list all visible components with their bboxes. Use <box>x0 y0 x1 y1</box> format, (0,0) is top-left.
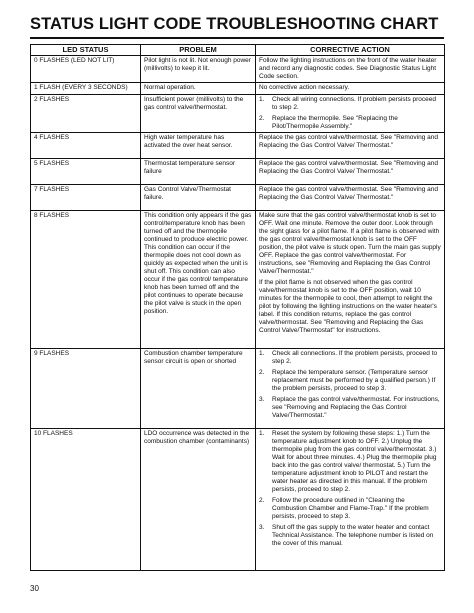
step-number: 1. <box>259 96 265 103</box>
led-status-cell: 1 FLASH (EVERY 3 SECONDS) <box>31 83 141 95</box>
action-step <box>259 350 441 366</box>
led-status-cell: 5 FLASHES <box>31 159 141 185</box>
step-number: 2. <box>259 115 265 122</box>
table-row <box>31 429 445 571</box>
step-text: Follow the procedure outlined in "Cleaning the Combustion Chamber and Flame-Trap." If the problem persists, proceed to step 3. <box>272 497 429 520</box>
header-problem: PROBLEM <box>141 45 256 56</box>
problem-cell: Insufficient power (millivolts) to the gas control valve/thermostat. <box>141 95 256 133</box>
action-step <box>259 115 441 131</box>
action-paragraph: If the pilot flame is not observed when the gas control valve/thermostat knob is set to the OFF position, wait 10 minutes for the thermopile to cool, then attempt to relight the pilot by following the lighting instructions on the water heater's label. If this condition returns, replace the gas control valve/thermostat. See "Removing and Replacing the Gas Control Valve/Thermostat" for instructions. <box>259 279 437 334</box>
table-row <box>31 95 445 133</box>
step-number: 1. <box>259 350 265 357</box>
corrective-action-cell: Replace the gas control valve/thermostat. See "Removing and Replacing the Gas Control Valve/ Thermostat." <box>256 133 445 159</box>
action-step <box>259 396 441 420</box>
header-corrective-action: CORRECTIVE ACTION <box>256 45 445 56</box>
page-title: STATUS LIGHT CODE TROUBLESHOOTING CHART <box>30 15 439 33</box>
table-row <box>31 349 445 429</box>
table-row <box>31 83 445 95</box>
corrective-action-cell: No corrective action necessary. <box>256 83 445 95</box>
problem-cell: Combustion chamber temperature sensor circuit is open or shorted <box>141 349 256 429</box>
led-status-cell: 8 FLASHES <box>31 211 141 349</box>
led-status-cell: 2 FLASHES <box>31 95 141 133</box>
problem-cell: Pilot light is not lit. Not enough power (millivolts) to keep it lit. <box>141 56 256 83</box>
step-text: Shut off the gas supply to the water heater and contact Technical Assistance. The telephone number is listed on the cover of this manual. <box>272 524 434 547</box>
problem-cell: High water temperature has activated the over heat sensor. <box>141 133 256 159</box>
problem-cell: Thermostat temperature sensor failure <box>141 159 256 185</box>
action-step <box>259 430 441 494</box>
step-text: Replace the temperature sensor. (Temperature sensor replacement must be performed by a qualified person.) If the problem persists, proceed to step 3. <box>272 369 436 392</box>
problem-cell: LDO occurrence was detected in the combustion chamber (contaminants) <box>141 429 256 571</box>
action-step <box>259 497 441 521</box>
action-step <box>259 96 441 112</box>
table-row <box>31 133 445 159</box>
table-row <box>31 56 445 83</box>
table-row <box>31 159 445 185</box>
step-number: 3. <box>259 524 265 531</box>
led-status-cell: 7 FLASHES <box>31 185 141 211</box>
led-status-cell: 0 FLASHES (LED NOT LIT) <box>31 56 141 83</box>
page-number: 30 <box>30 584 39 593</box>
step-number: 3. <box>259 396 265 403</box>
led-status-cell: 4 FLASHES <box>31 133 141 159</box>
action-step <box>259 369 441 393</box>
corrective-action-cell <box>256 211 445 349</box>
table-header-row <box>31 45 445 56</box>
table-row <box>31 211 445 349</box>
corrective-action-cell: Follow the lighting instructions on the front of the water heater and record any diagnostic codes. See Diagnostic Status Light Code section. <box>256 56 445 83</box>
table-row <box>31 185 445 211</box>
step-number: 1. <box>259 430 265 437</box>
corrective-action-cell: Replace the gas control valve/thermostat. See "Removing and Replacing the Gas Control Valve/ Thermostat." <box>256 159 445 185</box>
action-paragraph: Make sure that the gas control valve/thermostat knob is set to OFF. Wait one minute. Remove the outer door. Look through the sight glass for a pilot flame. If a pilot flame is observed with the gas control valve/thermostat knob is set to the OFF position, the pilot valve is stuck open. Turn the main gas supply OFF. Replace the gas control valve/thermostat. For instructions, see "Removing and Replacing the Gas Control Valve/Thermostat." <box>259 212 441 275</box>
step-text: Check all connections. If the problem persists, proceed to step 2. <box>272 350 438 365</box>
title-divider <box>30 37 444 39</box>
corrective-action-cell: Replace the gas control valve/thermostat. See "Removing and Replacing the Gas Control Valve/ Thermostat." <box>256 185 445 211</box>
problem-cell: This condition only appears if the gas control/temperature knob has been turned off and the thermopile continued to produce electric power. This condition can occur if the thermopile does not cool down as quickly as expected when the unit is shut off. This condition can also occur if the gas control/ temperature knob has been turned off and the pilot continues to operate because the pilot valve is stuck in the open position. <box>141 211 256 349</box>
troubleshooting-table <box>30 44 445 571</box>
step-number: 2. <box>259 497 265 504</box>
corrective-action-cell <box>256 429 445 571</box>
step-text: Check all wiring connections. If problem persists proceed to step 2. <box>272 96 437 111</box>
step-text: Reset the system by following these steps: 1.) Turn the temperature adjustment knob to OFF. 2.) Unplug the thermopile plug from the gas control valve/thermostat. 3.) Wait for about three minutes. 4.) Plug the thermopile plug back into the gas control valve/ thermostat. 5.) Turn the temperature adjustment knob to PILOT and restart the water heater as directed in this manual. If the problem persists, proceed to step 2. <box>272 430 437 493</box>
action-step <box>259 524 441 548</box>
led-status-cell: 9 FLASHES <box>31 349 141 429</box>
problem-cell: Gas Control Valve/Thermostat failure. <box>141 185 256 211</box>
problem-cell: Normal operation. <box>141 83 256 95</box>
header-led-status: LED STATUS <box>31 45 141 56</box>
corrective-action-cell <box>256 349 445 429</box>
step-text: Replace the thermopile. See "Replacing the Pilot/Thermopile Assembly." <box>272 115 398 130</box>
step-number: 2. <box>259 369 265 376</box>
led-status-cell: 10 FLASHES <box>31 429 141 571</box>
step-text: Replace the gas control valve/thermostat. For instructions, see "Removing and Replacing the Gas Control Valve/Thermostat." <box>272 396 440 419</box>
corrective-action-cell <box>256 95 445 133</box>
